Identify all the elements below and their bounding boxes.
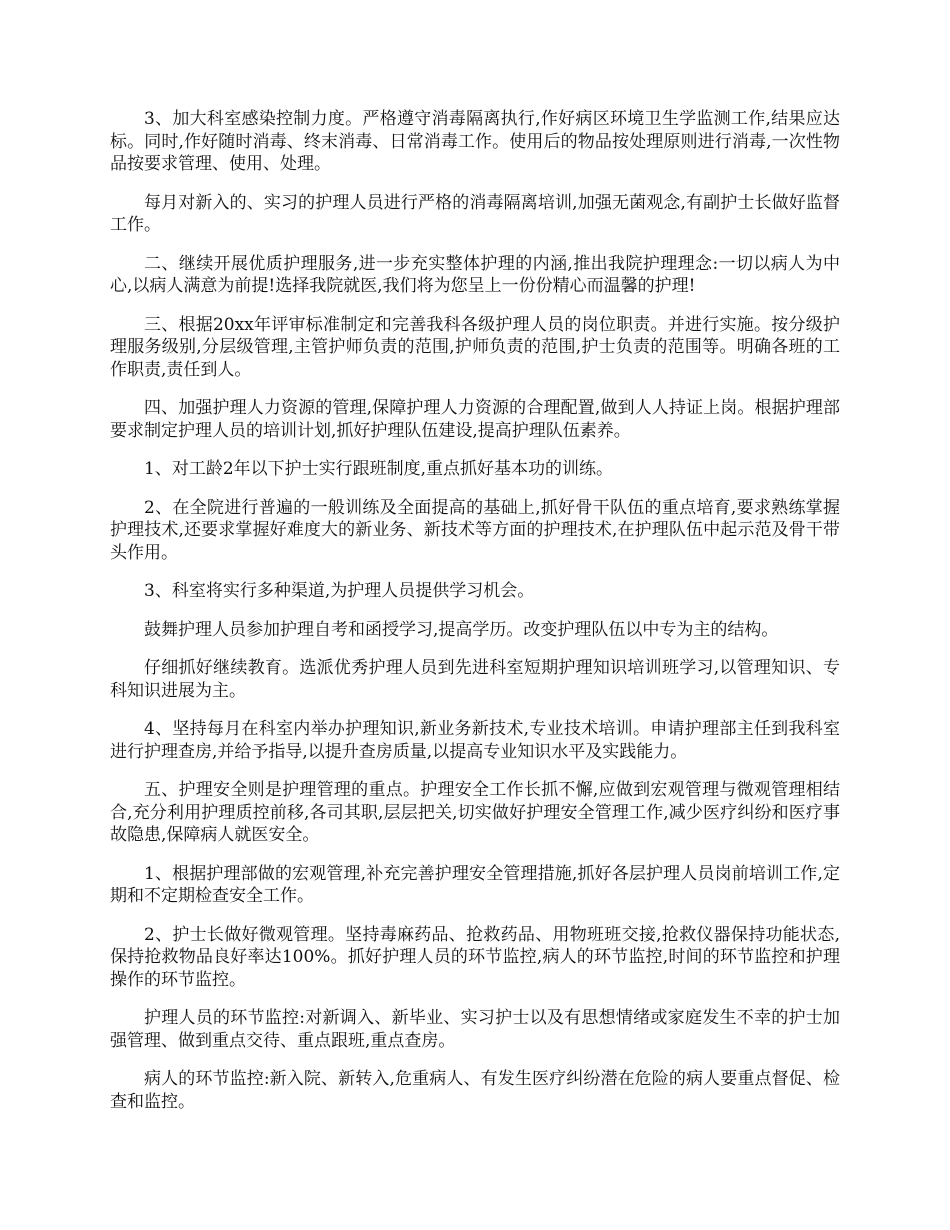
paragraph: 五、护理安全则是护理管理的重点。护理安全工作长抓不懈,应做到宏观管理与微观管理相结合,充分利用护理质控前移,各司其职,层层把关,切实做好护理安全管理工作,减少医疗纠纷和医疗事故隐患,保障病人就医安全。	[110, 780, 840, 845]
paragraph: 仔细抓好继续教育。选派优秀护理人员到先进科室短期护理知识培训班学习,以管理知识、专科知识进展为主。	[110, 658, 840, 701]
paragraph: 四、加强护理人力资源的管理,保障护理人力资源的合理配置,做到人人持证上岗。根据护理部要求制定护理人员的培训计划,抓好护理队伍建设,提高护理队伍素养。	[110, 398, 840, 441]
paragraph: 1、对工龄2年以下护士实行跟班制度,重点抓好基本功的训练。	[144, 459, 614, 479]
document-body	[110, 108, 840, 1129]
paragraph: 3、科室将实行多种渠道,为护理人员提供学习机会。	[144, 581, 535, 601]
paragraph: 病人的环节监控:新入院、新转入,危重病人、有发生医疗纠纷潜在危险的病人要重点督促、检查和监控。	[110, 1069, 840, 1112]
paragraph: 二、继续开展优质护理服务,进一步充实整体护理的内涵,推出我院护理理念:一切以病人为中心,以病人满意为前提!选择我院就医,我们将为您呈上一份份精心而温馨的护理!	[110, 253, 840, 296]
paragraph: 三、根据20xx年评审标准制定和完善我科各级护理人员的岗位职责。并进行实施。按分级护理服务级别,分层级管理,主管护师负责的范围,护师负责的范围,护士负责的范围等。明确各班的工作职责,责任到人。	[110, 314, 840, 380]
paragraph: 3、加大科室感染控制力度。严格遵守消毒隔离执行,作好病区环境卫生学监测工作,结果应达标。同时,作好随时消毒、终末消毒、日常消毒工作。使用后的物品按处理原则进行消毒,一次性物品按要求管理、使用、处理。	[110, 109, 840, 174]
paragraph: 鼓舞护理人员参加护理自考和函授学习,提高学历。改变护理队伍以中专为主的结构。	[144, 619, 779, 640]
paragraph: 4、坚持每月在科室内举办护理知识,新业务新技术,专业技术培训。申请护理部主任到我科室进行护理查房,并给予指导,以提升查房质量,以提高专业知识水平及实践能力。	[110, 719, 840, 762]
paragraph: 1、根据护理部做的宏观管理,补充完善护理安全管理措施,抓好各层护理人员岗前培训工作,定期和不定期检查安全工作。	[110, 863, 840, 906]
paragraph: 2、护士长做好微观管理。坚持毒麻药品、抢救药品、用物班班交接,抢救仪器保持功能状态,保持抢救物品良好率达100%。抓好护理人员的环节监控,病人的环节监控,时间的环节监控和护理操作的环节监控。	[110, 924, 840, 990]
paragraph: 2、在全院进行普遍的一般训练及全面提高的基础上,抓好骨干队伍的重点培育,要求熟练掌握护理技术,还要求掌握好难度大的新业务、新技术等方面的护理技术,在护理队伍中起示范及骨干带头作用。	[110, 497, 840, 563]
paragraph: 护理人员的环节监控:对新调入、新毕业、实习护士以及有思想情绪或家庭发生不幸的护士加强管理、做到重点交待、重点跟班,重点查房。	[110, 1008, 840, 1051]
paragraph: 每月对新入的、实习的护理人员进行严格的消毒隔离培训,加强无菌观念,有副护士长做好监督工作。	[110, 192, 840, 235]
